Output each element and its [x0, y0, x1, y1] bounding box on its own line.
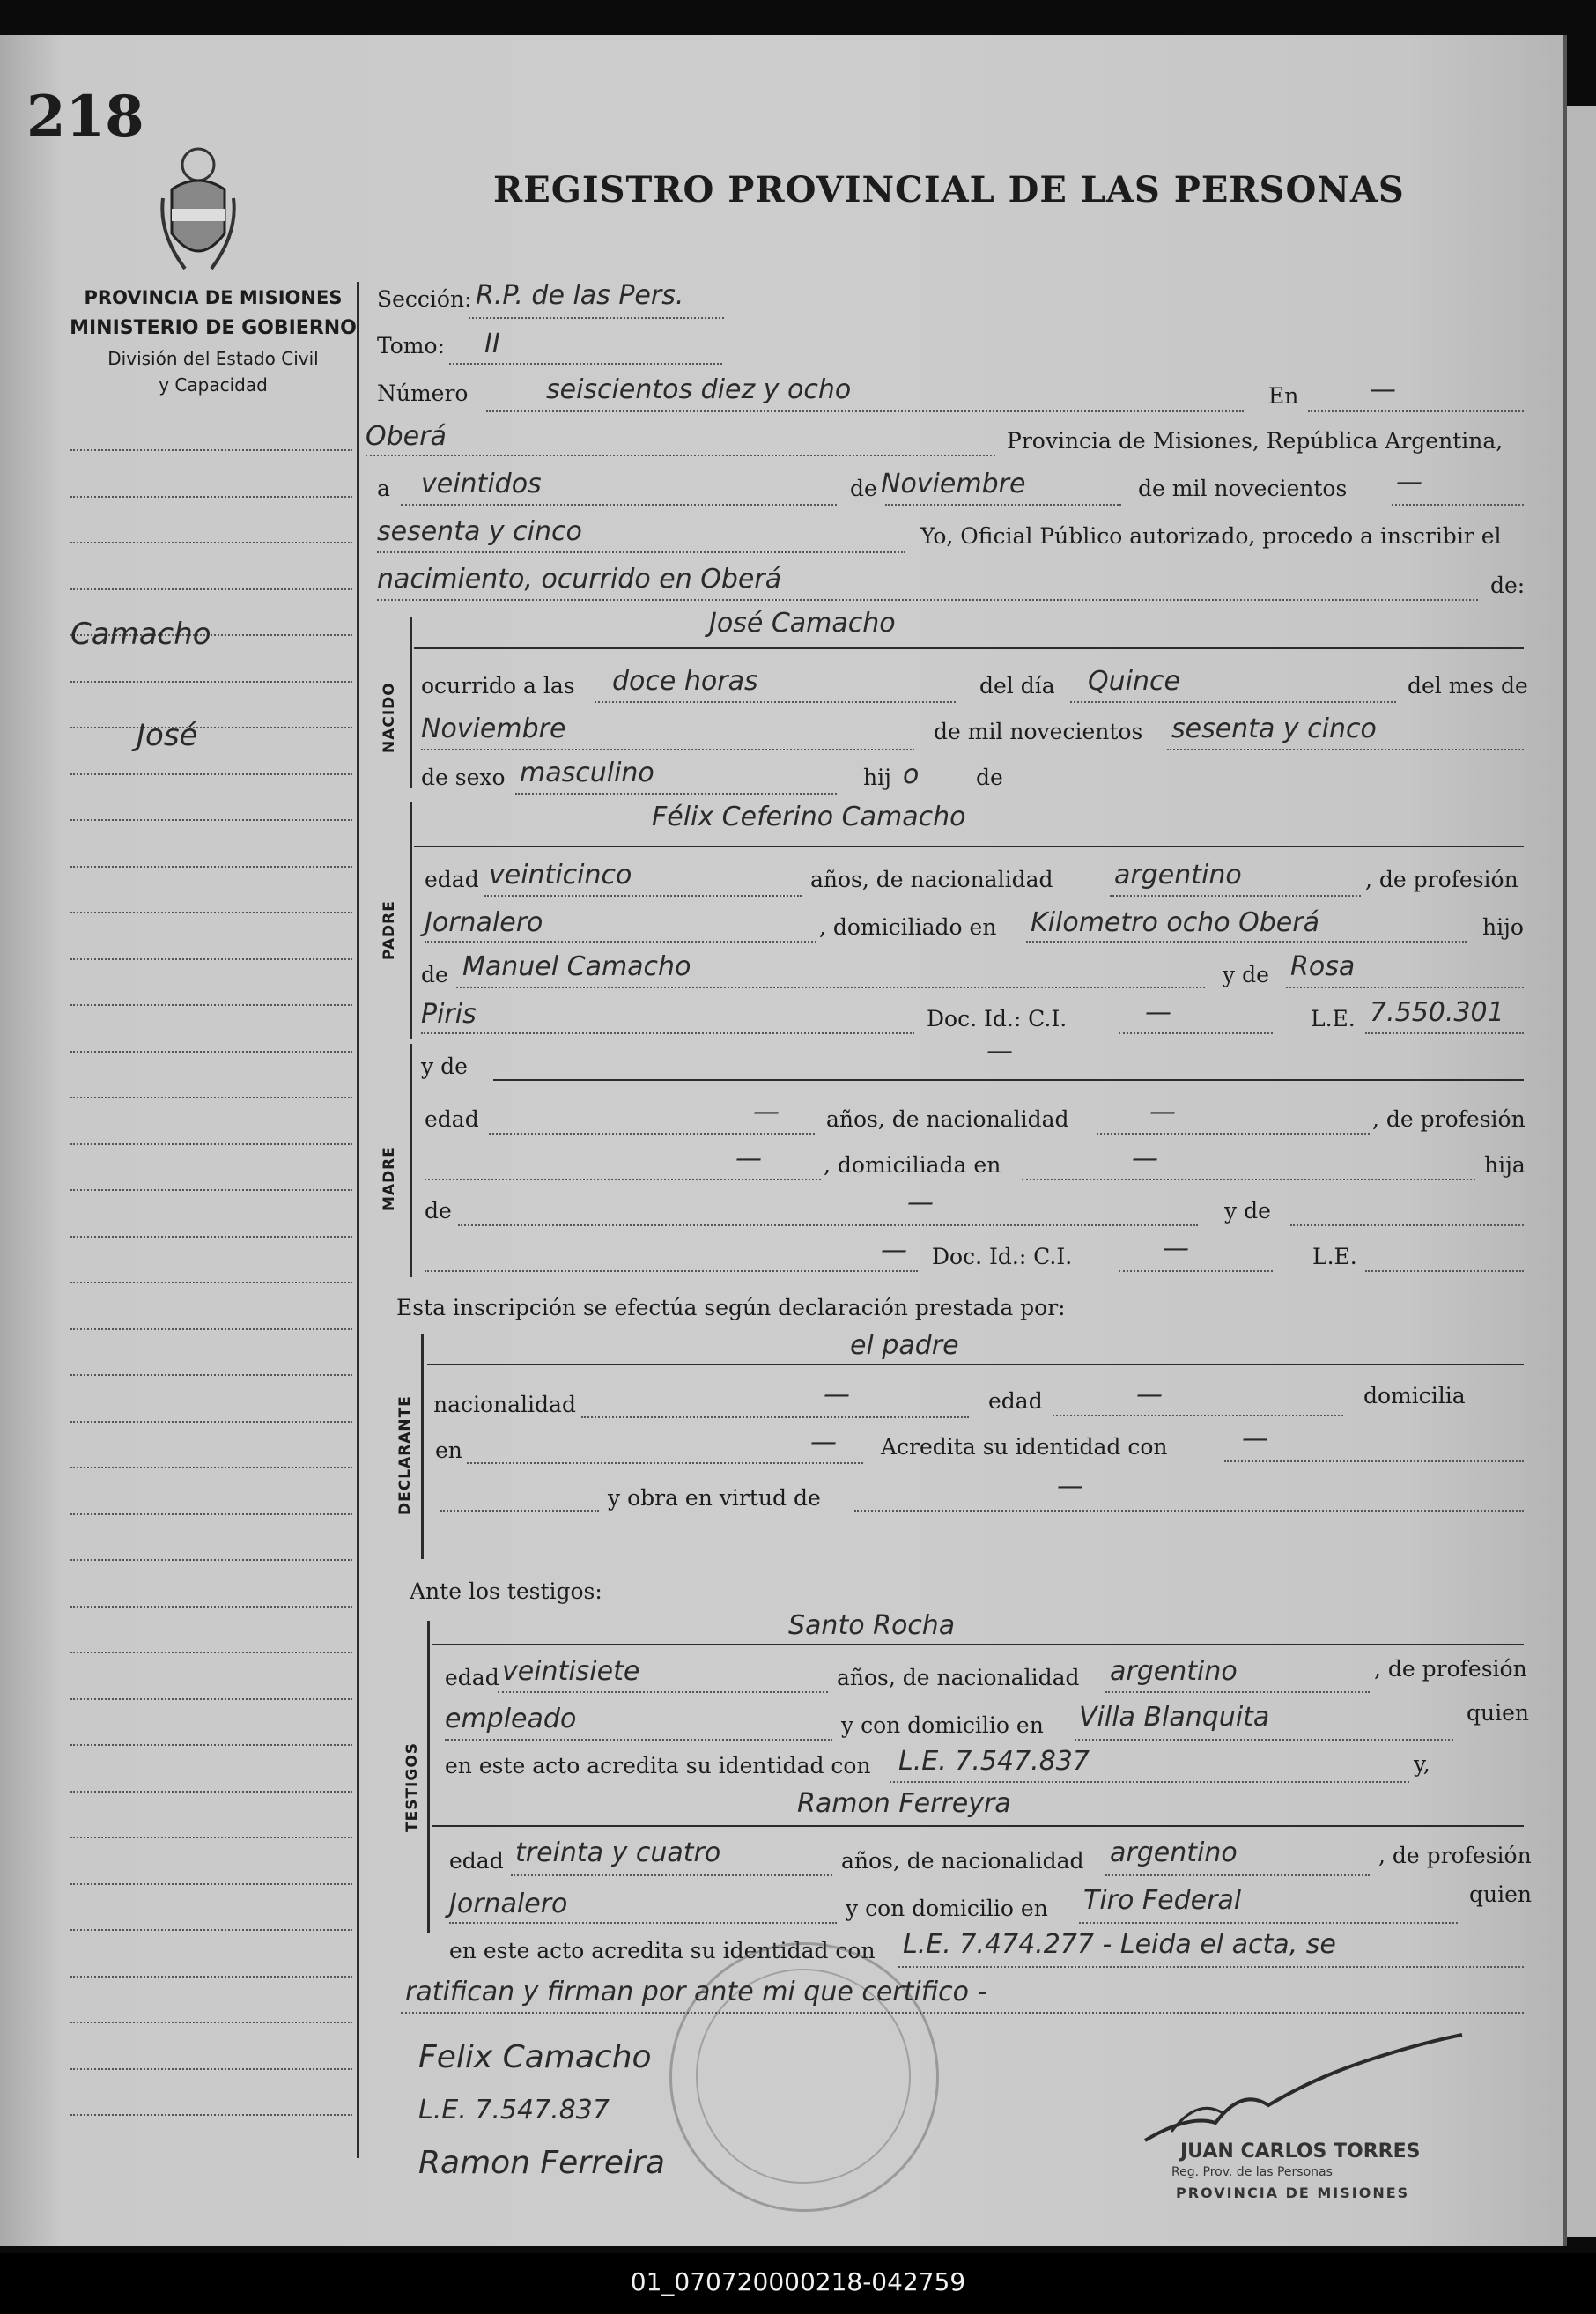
- margin-ruled-line: [70, 912, 352, 913]
- padre-dom-value: Kilometro ocho Oberá: [1031, 907, 1319, 938]
- margin-ruled-line: [70, 1004, 352, 1006]
- tomo-value: II: [484, 329, 500, 359]
- madre-doc-label: Doc. Id.: C.I.: [932, 1244, 1073, 1269]
- madre-dom-line: [1022, 1179, 1475, 1180]
- official-province: PROVINCIA DE MISIONES: [1176, 2185, 1410, 2201]
- margin-ruled-line: [70, 2068, 352, 2070]
- madre-label: MADRE: [381, 1146, 398, 1211]
- anio-value-line: [377, 551, 905, 553]
- witness1-doc-line: [890, 1781, 1409, 1783]
- witness1-prof-value: empleado: [445, 1704, 577, 1734]
- margin-ruled-line: [70, 1698, 352, 1700]
- margin-ruled-line: [70, 819, 352, 821]
- hij-value: o: [903, 759, 920, 790]
- padre-edad-line: [484, 895, 802, 897]
- signature-witness: Ramon Ferreira: [418, 2145, 665, 2181]
- sexo-label: de sexo: [421, 765, 506, 790]
- witness2-quien-label: quien: [1469, 1882, 1532, 1907]
- witness1-acredita-label: en este acto acredita su identidad con: [445, 1753, 871, 1778]
- padre-le-line: [1365, 1032, 1524, 1034]
- declarante-edad-dash: —: [1136, 1379, 1163, 1410]
- padre-mother-value-2: Piris: [421, 999, 477, 1030]
- padre-le-label: L.E.: [1311, 1006, 1356, 1031]
- witness2-name: Ramon Ferreyra: [797, 1788, 1011, 1819]
- padre-nac-value: argentino: [1114, 860, 1242, 891]
- witness2-prof-line: [449, 1922, 837, 1924]
- padre-mother-line-2: [421, 1032, 914, 1034]
- margin-ruled-line: [70, 1051, 352, 1053]
- numero-line: [486, 410, 1244, 412]
- madre-dom-dash: —: [1132, 1143, 1158, 1174]
- witness2-prof-value: Jornalero: [449, 1889, 568, 1919]
- provincia-text: Provincia de Misiones, República Argentina,: [1007, 428, 1504, 454]
- witness2-doc-line: [898, 1966, 1524, 1968]
- madre-bracket: [410, 1044, 412, 1277]
- scan-image-id: 01_070720000218-042759: [630, 2267, 966, 2296]
- oficial-text: Yo, Oficial Público autorizado, procedo a inscribir el: [920, 523, 1502, 549]
- del-mes-label: del mes de: [1408, 673, 1528, 699]
- padre-ci-line: [1119, 1032, 1273, 1034]
- madre-edad-label: edad: [425, 1106, 479, 1132]
- witness2-nac-label: años, de nacionalidad: [841, 1848, 1084, 1874]
- nacido-bracket: [410, 617, 412, 788]
- margin-ruled-line: [70, 1282, 352, 1283]
- margin-surname: Camacho: [70, 617, 211, 652]
- coat-of-arms-icon: [159, 145, 238, 277]
- padre-doc-label: Doc. Id.: C.I.: [927, 1006, 1068, 1031]
- declarante-nac-line: [581, 1416, 969, 1418]
- witness2-nac-line: [1105, 1874, 1370, 1876]
- padre-edad-label: edad: [425, 867, 479, 892]
- margin-ruled-line: [70, 1513, 352, 1515]
- de-mil-text: de mil novecientos: [1138, 476, 1348, 501]
- margin-ruled-line: [70, 958, 352, 960]
- margin-ruled-line: [70, 1467, 352, 1468]
- margin-ruled-line: [70, 1143, 352, 1145]
- witness1-dom-value: Villa Blanquita: [1079, 1702, 1270, 1733]
- declarante-obra-label: y obra en virtud de: [608, 1485, 821, 1511]
- madre-edad-line: [489, 1133, 815, 1135]
- en-line: [1308, 410, 1524, 412]
- declarante-intro: Esta inscripción se efectúa según declaración prestada por:: [396, 1295, 1066, 1320]
- margin-ruled-line: [70, 1837, 352, 1838]
- declarante-en-label: en: [435, 1438, 462, 1463]
- madre-ci-line: [1119, 1270, 1273, 1272]
- madre-hija-label: hija: [1484, 1152, 1526, 1178]
- margin-ruled-line: [70, 1976, 352, 1978]
- padre-name-line: [414, 846, 1524, 847]
- madre-name-dash: —: [986, 1036, 1013, 1067]
- hij-label: hij: [863, 765, 891, 790]
- madre-edad-dash: —: [753, 1097, 780, 1127]
- witness1-nac-line: [1105, 1691, 1370, 1693]
- padre-dom-line: [1026, 941, 1467, 943]
- declarante-value-line: [427, 1364, 1524, 1365]
- declarante-en-line: [467, 1462, 863, 1464]
- margin-divider: [357, 282, 359, 2158]
- sexo-value: masculino: [520, 758, 654, 788]
- declarante-obra-line: [854, 1510, 1524, 1512]
- declarante-edad-line: [1053, 1415, 1343, 1416]
- margin-ruled-line: [70, 1606, 352, 1608]
- declarante-edad-label: edad: [988, 1388, 1043, 1414]
- margin-ruled-line: [70, 1652, 352, 1653]
- witness1-edad-line: [498, 1691, 828, 1693]
- padre-name: Félix Ceferino Camacho: [652, 802, 966, 832]
- header-division: División del Estado Civil: [107, 348, 319, 369]
- margin-ruled-line: [70, 727, 352, 728]
- hij-de-label: de: [976, 765, 1003, 790]
- margin-ruled-line: [70, 496, 352, 498]
- padre-mother-line-1: [1286, 987, 1524, 988]
- madre-le-line: [1365, 1270, 1524, 1272]
- witness2-edad-label: edad: [449, 1848, 504, 1874]
- nacido-name-line: [414, 647, 1524, 649]
- madre-mother2-line: [425, 1270, 918, 1272]
- witness1-dom-label: y con domicilio en: [841, 1712, 1044, 1738]
- padre-de-label: de: [421, 962, 448, 987]
- madre-name-line: [493, 1079, 1524, 1081]
- anio-line: [1392, 504, 1524, 506]
- document-title: REGISTRO PROVINCIAL DE LAS PERSONAS: [493, 169, 1405, 211]
- margin-ruled-line: [70, 1791, 352, 1793]
- padre-prof-value: Jornalero: [425, 907, 543, 938]
- witness2-dom-value: Tiro Federal: [1083, 1885, 1242, 1916]
- witness1-quien-label: quien: [1467, 1700, 1529, 1726]
- declarante-bracket: [421, 1334, 424, 1559]
- madre-dom-label: , domiciliada en: [824, 1152, 1001, 1178]
- sexo-line: [515, 793, 837, 795]
- header-ministry: MINISTERIO DE GOBIERNO: [70, 317, 357, 339]
- hora-value: doce horas: [612, 666, 758, 697]
- madre-de-label: de: [425, 1198, 452, 1224]
- header-capacity: y Capacidad: [159, 374, 268, 396]
- witness2-acredita-label: en este acto acredita su identidad con: [449, 1938, 876, 1963]
- declarante-acredita-dash: —: [1242, 1423, 1268, 1454]
- madre-y-de2-label: y de: [1224, 1198, 1271, 1224]
- madre-prof-label: , de profesión: [1372, 1106, 1526, 1132]
- witness1-name-line: [432, 1644, 1524, 1645]
- padre-bracket: [410, 802, 412, 1039]
- anio-value: sesenta y cinco: [377, 516, 582, 547]
- margin-ruled-line: [70, 1236, 352, 1238]
- declarante-value: el padre: [850, 1330, 959, 1361]
- dia-nac-line: [1070, 701, 1396, 703]
- margin-ruled-line: [70, 588, 352, 590]
- margin-ruled-line: [70, 1328, 352, 1330]
- mes-nac-line: [421, 749, 914, 750]
- madre-prof-dash: —: [735, 1143, 762, 1174]
- margin-ruled-line: [70, 1374, 352, 1376]
- madre-nac-dash: —: [1149, 1097, 1176, 1127]
- padre-le-value: 7.550.301: [1370, 997, 1504, 1028]
- margin-ruled-line: [70, 1097, 352, 1098]
- witness1-prof-line: [445, 1739, 832, 1741]
- official-title: Reg. Prov. de las Personas: [1171, 2165, 1333, 2179]
- padre-prof-label: , de profesión: [1365, 867, 1518, 892]
- padre-hijo-label: hijo: [1482, 914, 1524, 940]
- signature-id-line: L.E. 7.547.837: [418, 2095, 610, 2125]
- madre-y-de-label: y de: [421, 1053, 468, 1079]
- acto-line: [377, 599, 1478, 601]
- margin-ruled-line: [70, 1929, 352, 1931]
- witness2-dom-line: [1079, 1922, 1458, 1924]
- margin-ruled-line: [70, 1744, 352, 1746]
- margin-ruled-line: [70, 1559, 352, 1561]
- witness1-doc-value: L.E. 7.547.837: [898, 1746, 1090, 1777]
- official-seal-inner: [696, 1969, 911, 2184]
- margin-ruled-line: [70, 2114, 352, 2116]
- seccion-line: [469, 317, 724, 319]
- tomo-line: [449, 363, 722, 365]
- witness2-dom-label: y con domicilio en: [846, 1896, 1048, 1921]
- padre-label: PADRE: [381, 900, 398, 960]
- padre-y-de-label: y de: [1223, 962, 1269, 987]
- madre-nac-label: años, de nacionalidad: [826, 1106, 1069, 1132]
- testigos-bracket: [427, 1621, 430, 1933]
- seccion-label: Sección:: [377, 286, 472, 312]
- margin-ruled-line: [70, 1883, 352, 1885]
- official-name: JUAN CARLOS TORRES: [1180, 2140, 1421, 2162]
- witness2-edad-value: treinta y cuatro: [515, 1837, 721, 1868]
- margin-given-name: José: [137, 718, 198, 753]
- witness1-edad-value: veintisiete: [502, 1656, 640, 1687]
- official-signature-icon: [1136, 2026, 1471, 2158]
- witness2-prof-label: , de profesión: [1378, 1843, 1532, 1868]
- witness2-edad-line: [511, 1874, 832, 1876]
- declarante-nac-dash: —: [824, 1379, 850, 1410]
- declarante-acredita-label: Acredita su identidad con: [881, 1434, 1168, 1460]
- place-line: [366, 455, 995, 456]
- closing-text: ratifican y firman por ante mi que certifico -: [405, 1977, 987, 2007]
- dia-nac-value: Quince: [1088, 666, 1180, 697]
- ocurrido-label: ocurrido a las: [421, 673, 575, 699]
- madre-father-dash: —: [907, 1187, 934, 1218]
- del-dia-label: del día: [979, 673, 1055, 699]
- numero-value: seiscientos diez y ocho: [546, 374, 852, 405]
- madre-prof-line: [425, 1179, 821, 1180]
- de-label: de: [850, 476, 877, 501]
- madre-father-line: [458, 1224, 1198, 1226]
- witness2-doc-value: L.E. 7.474.277 - Leida el acta, se: [903, 1929, 1336, 1960]
- declarante-nac-label: nacionalidad: [433, 1392, 576, 1417]
- padre-father-line: [456, 987, 1205, 988]
- margin-ruled-line: [70, 1421, 352, 1423]
- mes-value: Noviembre: [881, 469, 1026, 499]
- padre-nac-label: años, de nacionalidad: [810, 867, 1053, 892]
- dia-value: veintidos: [421, 469, 542, 499]
- margin-ruled-line: [70, 866, 352, 868]
- margin-ruled-line: [70, 2022, 352, 2023]
- next-page-edge: [1567, 106, 1596, 2237]
- de-mil-label: de mil novecientos: [934, 719, 1143, 744]
- place-value: Oberá: [366, 421, 447, 452]
- madre-ci-dash: —: [1163, 1233, 1189, 1264]
- witness1-edad-label: edad: [445, 1665, 499, 1690]
- signature-declarante: Felix Camacho: [418, 2039, 652, 2075]
- witness1-y-label: y,: [1414, 1751, 1430, 1777]
- declarante-label: DECLARANTE: [396, 1395, 414, 1515]
- closing-line: [401, 2012, 1524, 2014]
- en-value: —: [1370, 374, 1396, 405]
- margin-ruled-line: [70, 449, 352, 451]
- declarante-en-dash: —: [810, 1427, 837, 1458]
- witness1-dom-line: [1075, 1739, 1453, 1741]
- anio-dash: —: [1396, 467, 1422, 498]
- dia-line: [401, 504, 837, 506]
- numero-label: Número: [377, 381, 469, 406]
- padre-mother-value-1: Rosa: [1290, 951, 1356, 982]
- declarante-obra-pre-line: [440, 1510, 599, 1512]
- witness2-name-line: [432, 1825, 1524, 1827]
- de-colon: de:: [1490, 573, 1526, 598]
- witness2-nac-value: argentino: [1110, 1837, 1238, 1868]
- declarante-obra-dash: —: [1057, 1471, 1083, 1502]
- madre-nac-line: [1097, 1133, 1370, 1135]
- nacido-name: José Camacho: [709, 608, 896, 639]
- padre-prof-line: [425, 941, 816, 943]
- witness1-name: Santo Rocha: [788, 1610, 956, 1641]
- a-label: a: [377, 476, 390, 501]
- margin-ruled-line: [70, 773, 352, 775]
- declarante-acredita-line: [1224, 1460, 1524, 1462]
- en-label: En: [1268, 383, 1299, 409]
- margin-ruled-line: [70, 1189, 352, 1191]
- padre-nac-line: [1110, 895, 1361, 897]
- mes-nac-value: Noviembre: [421, 713, 566, 744]
- padre-ci-value: —: [1145, 997, 1171, 1028]
- witness1-nac-label: años, de nacionalidad: [837, 1665, 1080, 1690]
- padre-dom-label: , domiciliado en: [819, 914, 997, 940]
- madre-mother-line: [1290, 1224, 1524, 1226]
- padre-father-value: Manuel Camacho: [462, 951, 691, 982]
- madre-mother2-dash: —: [881, 1235, 907, 1266]
- hora-line: [595, 701, 956, 703]
- seccion-value: R.P. de las Pers.: [476, 280, 684, 311]
- mes-line: [885, 504, 1121, 506]
- witness1-nac-value: argentino: [1110, 1656, 1238, 1687]
- nacido-label: NACIDO: [381, 682, 398, 753]
- acto-value: nacimiento, ocurrido en Oberá: [377, 564, 782, 595]
- margin-ruled-line: [70, 542, 352, 543]
- testigos-intro: Ante los testigos:: [410, 1578, 602, 1604]
- page-number: 218: [26, 84, 144, 150]
- anio-nac-line: [1167, 749, 1524, 750]
- margin-ruled-line: [70, 681, 352, 683]
- padre-edad-value: veinticinco: [489, 860, 632, 891]
- witness1-prof-label: , de profesión: [1374, 1656, 1527, 1682]
- testigos-label: TESTIGOS: [403, 1741, 421, 1832]
- madre-le-label: L.E.: [1312, 1244, 1357, 1269]
- anio-nac-value: sesenta y cinco: [1171, 713, 1377, 744]
- declarante-dom-label: domicilia: [1363, 1383, 1466, 1408]
- header-province: PROVINCIA DE MISIONES: [84, 287, 343, 308]
- tomo-label: Tomo:: [377, 333, 445, 359]
